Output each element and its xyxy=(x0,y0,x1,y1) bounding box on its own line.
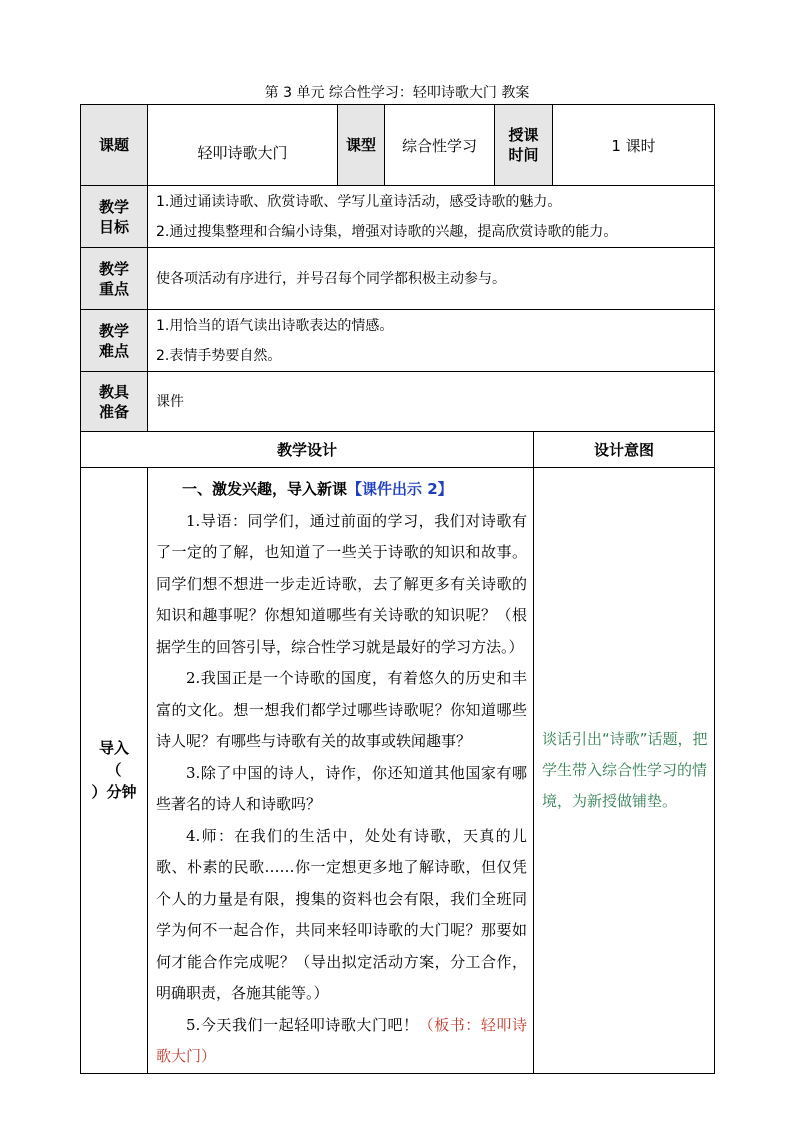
tools-label: 教具 准备 xyxy=(81,372,148,432)
goals-label: 教学 目标 xyxy=(81,186,148,248)
focus-content xyxy=(148,248,715,310)
goals-row xyxy=(81,186,715,248)
difficulty-line: 2.表情手势要自然。 xyxy=(156,347,282,364)
design-header-row xyxy=(81,432,715,468)
paragraph: 1.导语：同学们，通过前面的学习，我们对诗歌有了一定的了解，也知道了一些关于诗歌的知识和故事。同学们想不想进一步走近诗歌，去了解更多有关诗歌的知识和趣事呢？你想知道哪些有关诗歌的知识呢？（根据学生的回答引导，综合性学习就是最好的学习方法。） xyxy=(156,511,527,656)
focus-row xyxy=(81,248,715,310)
paragraph: 5.今天我们一起轻叩诗歌大门吧！（板书：轻叩诗歌大门） xyxy=(156,1015,527,1065)
difficulty-line: 1.用恰当的语气读出诗歌表达的情感。 xyxy=(156,317,394,334)
tools-row xyxy=(81,372,715,432)
intent-header: 设计意图 xyxy=(534,432,715,468)
difficulty-label: 教学 难点 xyxy=(81,310,148,372)
goals-content xyxy=(148,186,715,248)
difficulty-row xyxy=(81,310,715,372)
paragraph: 4.师：在我们的生活中，处处有诗歌，天真的儿歌、朴素的民歌……你一定想更多地了解诗歌，但仅凭个人的力量是有限，搜集的资料也会有限，我们全班同学为何不一起合作，共同来轻叩诗歌的大门呢？那要如何才能合作完成呢？（导出拟定活动方案，分工合作，明确职责，各施其能等。） xyxy=(156,826,527,1002)
info-row xyxy=(81,105,715,186)
paragraph: 2.我国正是一个诗歌的国度，有着悠久的历史和丰富的文化。想一想我们都学过哪些诗歌呢？你知道哪些诗人呢？有哪些与诗歌有关的故事或轶闻趣事？ xyxy=(156,669,527,750)
goal-line: 2.通过搜集整理和合编小诗集，增强对诗歌的兴趣，提高欣赏诗歌的能力。 xyxy=(156,223,618,240)
board-note: （板书：轻叩诗歌大门） xyxy=(156,1015,527,1065)
type-value: 综合性学习 xyxy=(385,105,495,186)
design-content xyxy=(148,468,534,1074)
design-header: 教学设计 xyxy=(81,432,534,468)
courseware-tag: 【课件出示 2】 xyxy=(347,480,453,498)
tools-line: 课件 xyxy=(156,393,184,410)
paragraph: 3.除了中国的诗人，诗作，你还知道其他国家有哪些著名的诗人和诗歌吗？ xyxy=(156,763,527,813)
time-value: 1 课时 xyxy=(553,105,715,186)
goal-line: 1.通过诵读诗歌、欣赏诗歌、学写儿童诗活动，感受诗歌的魅力。 xyxy=(156,193,562,210)
type-label: 课型 xyxy=(338,105,385,186)
time-label: 授课 时间 xyxy=(495,105,553,186)
section-heading: 一、激发兴趣，导入新课【课件出示 2】 xyxy=(182,480,453,498)
lesson-plan-table xyxy=(80,104,715,1074)
topic-label: 课题 xyxy=(81,105,148,186)
document-title: 第 3 单元 综合性学习：轻叩诗歌大门 教案 xyxy=(264,85,530,101)
difficulty-content xyxy=(148,310,715,372)
topic-value: 轻叩诗歌大门 xyxy=(148,105,338,186)
intent-content: 谈话引出“诗歌”话题，把学生带入综合性学习的情境，为新授做铺垫。 xyxy=(534,468,715,1074)
focus-label: 教学 重点 xyxy=(81,248,148,310)
tools-content xyxy=(148,372,715,432)
design-body-row xyxy=(81,468,715,1074)
stage-label: 导入 （ ）分钟 xyxy=(81,468,148,1074)
focus-line: 使各项活动有序进行，并号召每个同学都积极主动参与。 xyxy=(156,270,506,287)
